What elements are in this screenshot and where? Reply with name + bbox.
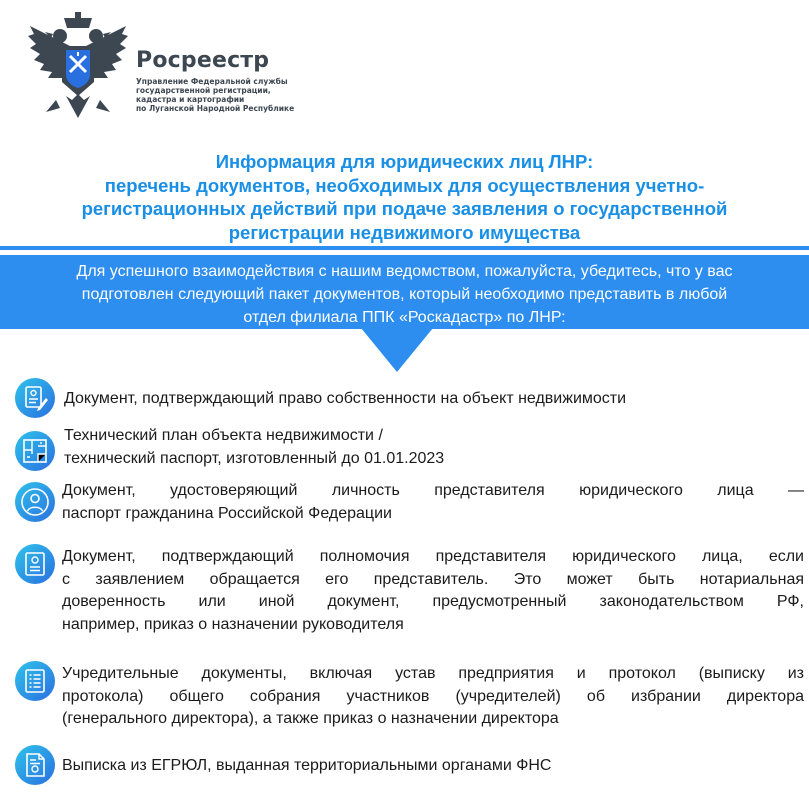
person-icon [14,481,56,523]
item-line: например, приказ о назначении руководителя [62,615,404,633]
banner-line: подготовлен следующий пакет документов, который необходимо представить в любой [81,286,728,303]
rosreestr-eagle-emblem-icon [26,12,130,130]
document-pen-icon [14,377,56,419]
brand-subtitle-line: государственной регистрации, [136,86,271,95]
item-line: с заявлением обращается его представитель. Это может быть нотариальная [62,570,804,588]
item-line: Документ, удостоверяющий личность представителя юридического лица — [62,482,804,499]
arrow-down-icon [361,328,433,372]
brand-block [136,49,396,113]
banner-line: Для успешного взаимодействия с нашим ведомством, пожалуйста, убедитесь, что у вас [76,263,733,280]
floor-plan-icon [14,430,56,472]
info-banner [0,255,809,329]
item-line: Документ, подтверждающий право собственности на объект недвижимости [64,390,627,407]
id-card-icon [14,543,56,585]
brand-subtitle-line: Управление Федеральной службы [136,77,288,86]
brand-subtitle-line: кадастра и картографии [136,95,245,104]
title-line: регистрации недвижимого имущества [228,221,581,243]
divider-line [0,246,809,250]
title-line: регистрационных действий при подаче заявления о государственной [81,198,728,219]
certificate-icon [14,744,56,786]
item-line: протокола) общего собрания участников (учредителей) об избрании директора [62,687,804,705]
item-line: Документ, подтверждающий полномочия представителя юридического лица, если [62,548,804,565]
brand-name: Росреестр [136,48,270,73]
item-line: Учредительные документы, включая устав предприятия и протокол (выписку из [62,665,804,682]
document-list-icon [14,660,56,702]
brand-subtitle [136,77,396,113]
item-line: доверенность или иной документ, предусмотренный законодательством РФ, [62,593,804,610]
item-line: паспорт гражданина Российской Федерации [62,504,392,522]
item-line: Технический план объекта недвижимости / [64,427,383,444]
item-line: (генерального директора), а также приказ о назначении директора [62,710,559,727]
title-line: Информация для юридических лиц ЛНР: [215,151,594,172]
item-line: Выписка из ЕГРЮЛ, выданная территориальными органами ФНС [62,757,552,774]
page-title [20,150,789,244]
item-line: технический паспорт, изготовленный до 01.01.2023 [64,449,445,467]
banner-line: отдел филиала ППК «Роскадастр» по ЛНР: [243,309,566,326]
brand-subtitle-line: по Луганской Народной Республике [136,104,295,113]
title-line: перечень документов, необходимых для осуществления учетно- [104,174,705,196]
